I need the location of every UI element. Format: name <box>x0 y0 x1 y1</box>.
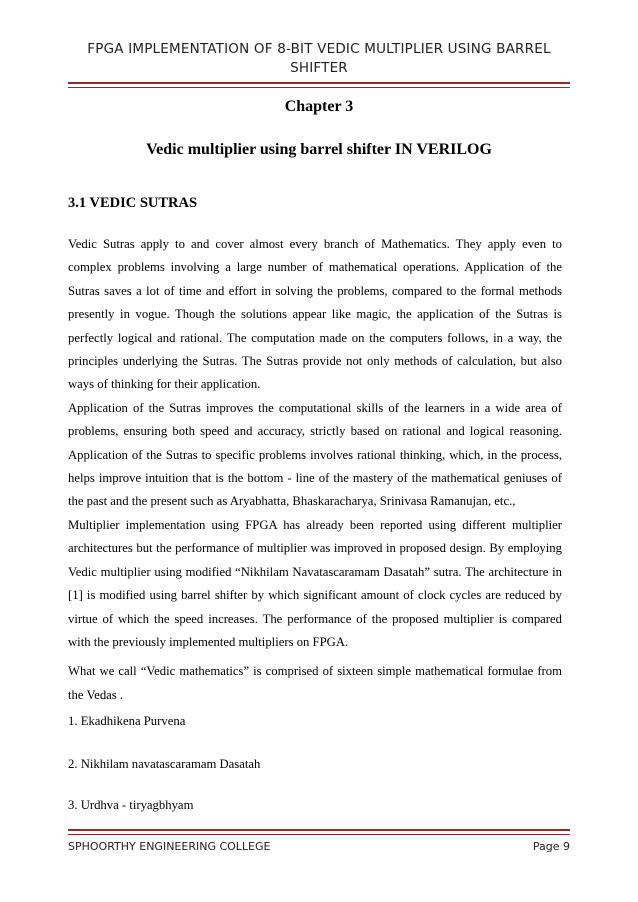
footer-college-name: SPHOORTHY ENGINEERING COLLEGE <box>68 840 271 853</box>
paragraph-3: Multiplier implementation using FPGA has already been reported using different multiplier architectures but the performance of multiplier was improved in proposed design. By employing Vedic multiplier using modified “Nikhilam Navatascaramam Dasatah” sutra. The architecture in [1] is modified using barrel shifter by which significant amount of clock cycles are reduced by virtue of which the speed increases. The performance of the proposed multiplier is compared with the previously implemented multipliers on FPGA. <box>68 517 562 649</box>
list-item: 3. Urdhva - tiryagbhyam <box>68 798 194 812</box>
header-rule-thick <box>68 82 570 84</box>
page-number: Page 9 <box>532 840 570 853</box>
section-body <box>68 233 562 707</box>
footer-rule-thick <box>68 829 570 831</box>
paragraph-2: Application of the Sutras improves the computational skills of the learners in a wide area of problems, ensuring both speed and accuracy, strictly based on rational and logical reasoning. Application of the Sutras to specific problems involves rational thinking, which, in the process, helps improve intuition that is the bottom - line of the mastery of the mathematical geniuses of the past and the present such as Aryabhatta, Bhaskaracharya, Srinivasa Ramanujan, etc., <box>68 400 562 509</box>
chapter-title: Vedic multiplier using barrel shifter IN VERILOG <box>146 141 492 158</box>
running-header: FPGA IMPLEMENTATION OF 8-BIT VEDIC MULTIPLIER USING BARREL SHIFTER <box>87 41 551 76</box>
header-rule-thin <box>68 87 570 88</box>
footer-rule-thin <box>68 834 570 835</box>
list-item: 1. Ekadhikena Purvena <box>68 714 186 728</box>
list-item: 2. Nikhilam navatascaramam Dasatah <box>68 757 261 771</box>
paragraph-4: What we call “Vedic mathematics” is comprised of sixteen simple mathematical formulae from the Vedas . <box>68 664 562 702</box>
chapter-number: Chapter 3 <box>284 98 354 115</box>
paragraph-1: Vedic Sutras apply to and cover almost every branch of Mathematics. They apply even to complex problems involving a large number of mathematical operations. Application of the Sutras saves a lot of time and effort in solving the problems, compared to the formal methods presently in vogue. Though the solutions appear like magic, the application of the Sutras is perfectly logical and rational. The computation made on the computers follows, in a way, the principles underlying the Sutras. The Sutras provide not only methods of calculation, but also ways of thinking for their application. <box>68 237 562 392</box>
section-heading: 3.1 VEDIC SUTRAS <box>68 195 198 211</box>
